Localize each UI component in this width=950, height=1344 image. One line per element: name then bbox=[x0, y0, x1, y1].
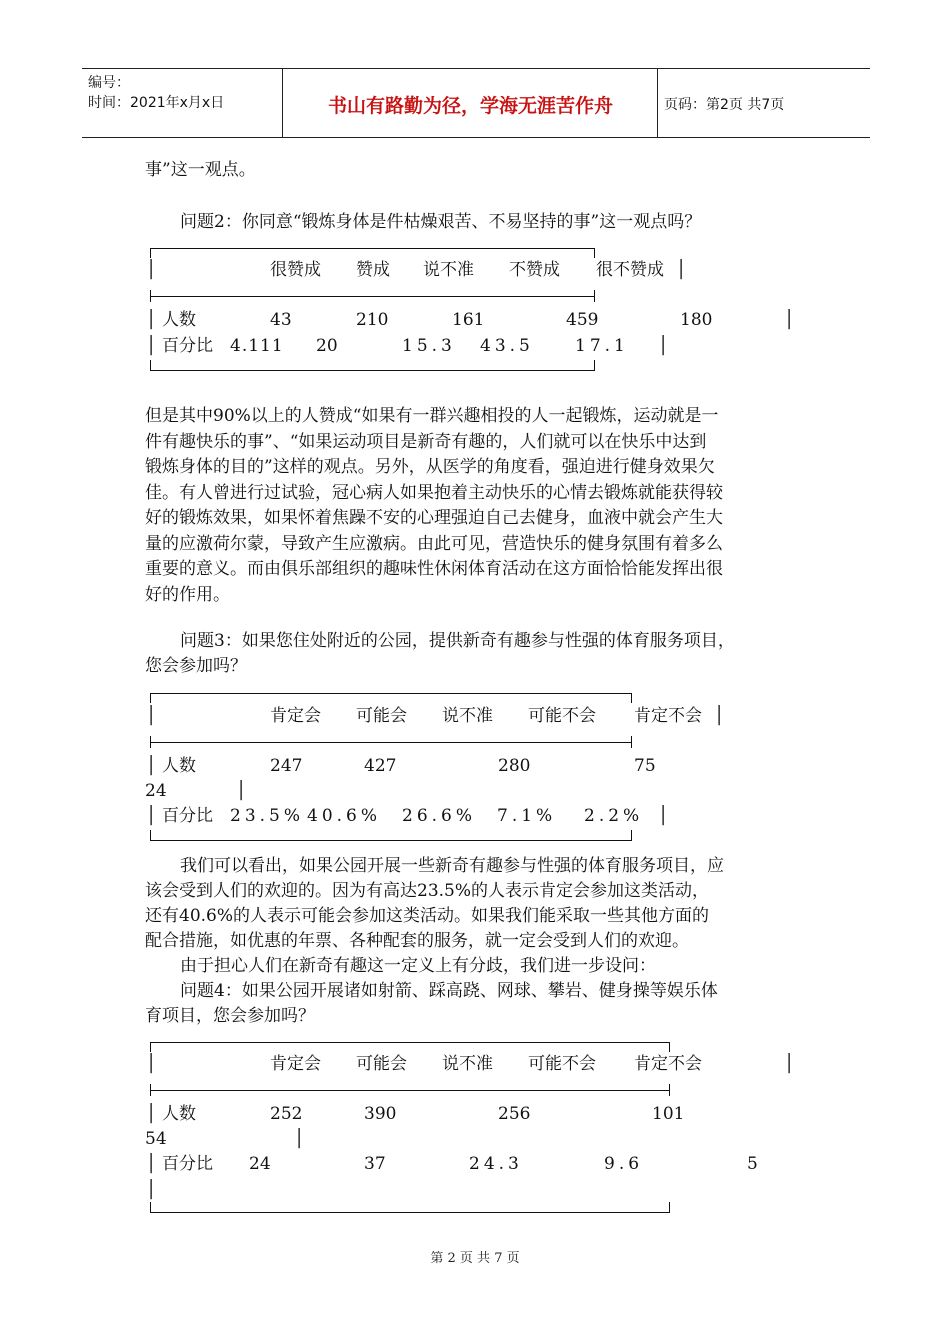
q4-question: 问题4：如果公园开展诸如射箭、踩高跷、网球、攀岩、健身操等娱乐体 bbox=[180, 981, 718, 1001]
q3-row1-val: 427 bbox=[364, 756, 397, 776]
q4-row2-val: 37 bbox=[364, 1154, 386, 1174]
q3-row2-val: 2.2% bbox=[584, 806, 644, 826]
header-date: 时间：2021年x月x日 bbox=[88, 95, 225, 111]
q3-col-3: 说不准 bbox=[442, 706, 493, 726]
q2-row2-val: 20 bbox=[316, 336, 338, 356]
q2-row2-val: 43.5 bbox=[480, 336, 534, 356]
q3-col-1: 肯定会 bbox=[270, 706, 321, 726]
q2-row2-val: 4.111 bbox=[230, 336, 284, 356]
q3-col-2: 可能会 bbox=[356, 706, 407, 726]
q3-row1-label: 人数 bbox=[162, 756, 196, 776]
q4-row1-val: 54 bbox=[145, 1129, 167, 1149]
q2-row1-val: 161 bbox=[452, 310, 485, 330]
q3-col-4: 可能不会 bbox=[528, 706, 596, 726]
q4-row1-val: 101 bbox=[652, 1104, 685, 1124]
page-header bbox=[82, 68, 870, 138]
q2-row1-val: 210 bbox=[356, 310, 389, 330]
q2-row2-label: 百分比 bbox=[162, 336, 213, 356]
paragraph-3: 由于担心人们在新奇有趣这一定义上有分歧，我们进一步设问： bbox=[180, 956, 656, 976]
q4-row1-val: 390 bbox=[364, 1104, 397, 1124]
table-bottom-border bbox=[150, 370, 595, 371]
q4-col-4: 可能不会 bbox=[528, 1054, 596, 1074]
q4-row1-label: 人数 bbox=[162, 1104, 196, 1124]
q4-row1-val: 256 bbox=[498, 1104, 531, 1124]
q3-row2-label: 百分比 bbox=[162, 806, 213, 826]
q2-col-3: 说不准 bbox=[423, 260, 474, 280]
q2-col-1: 很赞成 bbox=[270, 260, 321, 280]
q3-question-cont: 您会参加吗？ bbox=[145, 656, 247, 676]
q3-row2-val: 26.6% bbox=[402, 806, 477, 826]
page-footer: 第 2 页 共 7 页 bbox=[430, 1251, 520, 1266]
q4-row2-val: 24 bbox=[249, 1154, 271, 1174]
q4-row2-val: 9.6 bbox=[604, 1154, 644, 1174]
q4-row2-val: 24.3 bbox=[469, 1154, 523, 1174]
q3-row1-val: 75 bbox=[634, 756, 656, 776]
paragraph-1: 但是其中90%以上的人赞成“如果有一群兴趣相投的人一起锻炼，运动就是一 件有趣快乐的事”、“如果运动项目是新奇有趣的，人们就可以在快乐中达到 锻炼身体的目的”这样的观点。另外，从医学的角度看，强迫进行健身效果欠 佳。有人曾进行过试验，冠心病人如果抱着主动快乐的心情去锻炼就能获得较 好的锻炼效果，如果怀着焦躁不安的心理强迫自己去健身，血液中就会产生大 量的应激荷尔蒙，导致产生应激病。由此可见，营造快乐的健身氛围有着多么 重要的意义。而由俱乐部组织的趣味性休闲体育活动在这方面恰恰能发挥出很 好的作用。 bbox=[145, 406, 723, 605]
q3-row1-val: 280 bbox=[498, 756, 531, 776]
q3-row1-val: 247 bbox=[270, 756, 303, 776]
q2-row2-val: 15.3 bbox=[402, 336, 456, 356]
q2-col-4: 不赞成 bbox=[509, 260, 560, 280]
q4-row2-label: 百分比 bbox=[162, 1154, 213, 1174]
q3-col-5: 肯定不会 bbox=[634, 706, 702, 726]
q2-col-5: 很不赞成 bbox=[596, 260, 664, 280]
table-top-border bbox=[150, 248, 595, 249]
q4-col-2: 可能会 bbox=[356, 1054, 407, 1074]
header-divider bbox=[282, 69, 283, 137]
q4-row2-val: 5 bbox=[747, 1154, 758, 1174]
q4-col-5: 肯定不会 bbox=[634, 1054, 702, 1074]
q3-row1-val: 24 bbox=[145, 781, 167, 801]
q2-row2-val: 17.1 bbox=[575, 336, 629, 356]
header-page-number: 页码：第2页 共7页 bbox=[664, 97, 785, 113]
q4-row1-val: 252 bbox=[270, 1104, 303, 1124]
q4-question-cont: 育项目，您会参加吗？ bbox=[145, 1006, 315, 1026]
table-mid-border bbox=[150, 296, 595, 297]
q2-col-2: 赞成 bbox=[356, 260, 390, 280]
q2-row1-val: 459 bbox=[566, 310, 599, 330]
q4-col-3: 说不准 bbox=[442, 1054, 493, 1074]
q2-question: 问题2：你同意“锻炼身体是件枯燥艰苦、不易坚持的事”这一观点吗？ bbox=[180, 212, 702, 232]
q4-col-1: 肯定会 bbox=[270, 1054, 321, 1074]
q3-question: 问题3：如果您住处附近的公园，提供新奇有趣参与性强的体育服务项目， bbox=[180, 631, 735, 651]
header-meta bbox=[88, 73, 224, 113]
intro-line: 事”这一观点。 bbox=[145, 160, 256, 180]
q3-row2-val: 7.1% bbox=[497, 806, 557, 826]
q3-row2-val: 23.5% bbox=[230, 806, 305, 826]
q2-row1-val: 180 bbox=[680, 310, 713, 330]
paragraph-2: 我们可以看出，如果公园开展一些新奇有趣参与性强的体育服务项目，应 该会受到人们的欢迎的。因为有高达23.5%的人表示肯定会参加这类活动， 还有40.6%的人表示可能会参加这类活动。如果我们能采取一些其他方面的 配合措施，如优惠的年票、各种配套的服务，就一定会受到人们的欢迎。 bbox=[145, 856, 724, 951]
q2-row1-val: 43 bbox=[270, 310, 292, 330]
header-motto: 书山有路勤为径，学海无涯苦作舟 bbox=[327, 95, 613, 117]
header-number: 编号： bbox=[88, 75, 130, 91]
q2-row1-label: 人数 bbox=[162, 310, 196, 330]
q3-row2-val: 40.6% bbox=[307, 806, 382, 826]
header-divider bbox=[657, 69, 658, 137]
